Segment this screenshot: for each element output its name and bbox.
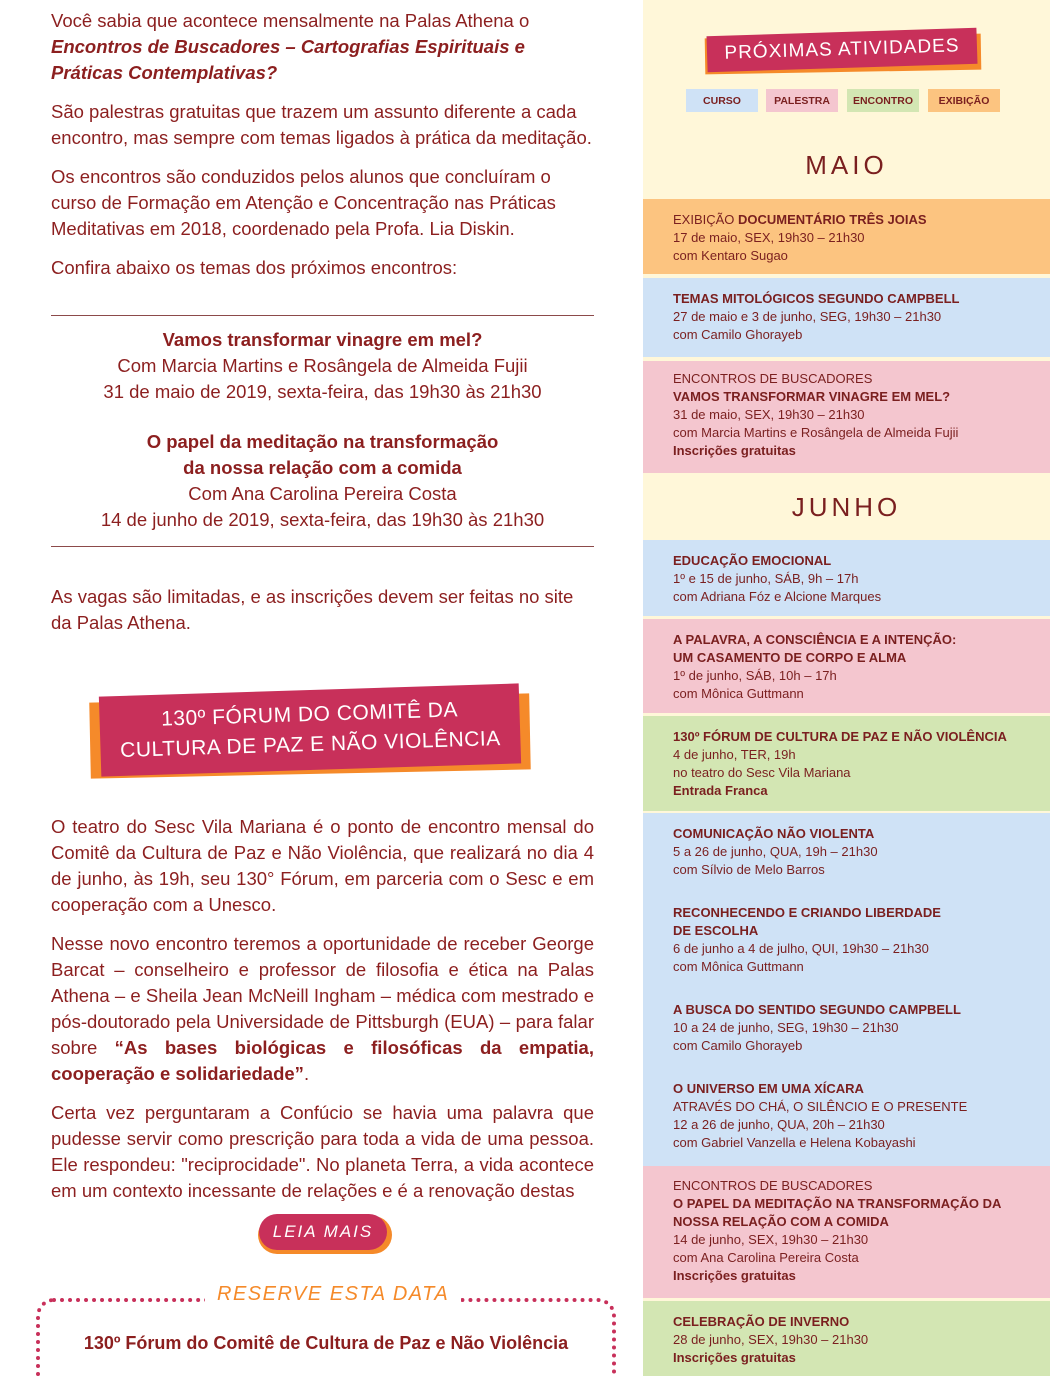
event-title: COMUNICAÇÃO NÃO VIOLENTA [673, 826, 875, 841]
legend-curso: CURSO [686, 89, 758, 112]
event-date: 6 de junho a 4 de julho, QUI, 19h30 – 21h30 [673, 941, 929, 956]
event-title: VAMOS TRANSFORMAR VINAGRE EM MEL? [673, 389, 951, 404]
event-date: 27 de maio e 3 de junho, SEG, 19h30 – 21h30 [673, 309, 942, 324]
reserve-date-title: RESERVE ESTA DATA [205, 1283, 461, 1306]
banner-line-2: CULTURA DE PAZ E NÃO VIOLÊNCIA [119, 727, 502, 762]
event-card[interactable] [643, 199, 1050, 274]
intro-paragraph-4: Confira abaixo os temas dos próximos encontros: [51, 257, 458, 278]
talk-title: Vamos transformar vinagre em mel? [162, 329, 483, 350]
event-card[interactable] [643, 1068, 1050, 1152]
legend-exibicao: EXIBIÇÃO [928, 89, 1000, 112]
forum-paragraph-3: Certa vez perguntaram a Confúcio se havia uma palavra que pudesse servir como prescrição para toda a vida de uma pessoa. Ele respondeu: "reciprocidade". No planeta Terra, a vida acontece em um contexto incessante de relações e é a renovação destas [51, 1102, 594, 1201]
event-card[interactable] [643, 716, 1050, 811]
event-date: 31 de maio, SEX, 19h30 – 21h30 [673, 407, 865, 422]
talk-title: O papel da meditação na transformação [146, 431, 499, 452]
event-title: EDUCAÇÃO EMOCIONAL [673, 553, 832, 568]
talk-people: Com Marcia Martins e Rosângela de Almeida Fujii [117, 355, 528, 376]
activities-sidebar [643, 0, 1050, 1376]
event-note: Inscrições gratuitas [673, 443, 796, 458]
event-card[interactable] [643, 989, 1050, 1055]
talk-item [51, 327, 594, 405]
forum-text: Nesse novo encontro teremos a oportunidade de receber George Barcat – conselheiro e professor de filosofia e ética na Palas Athena – e Sheila Jean McNeill Ingham – médica com mestrado e pós-doutorado pela Universidade de Pittsburgh (EUA) – para falar sobre [51, 933, 594, 1058]
event-host: com Mônica Guttmann [673, 686, 804, 701]
intro-text: Você sabia que acontece mensalmente na Palas Athena o [51, 10, 530, 31]
forum-banner [90, 690, 530, 780]
event-date: 4 de junho, TER, 19h [673, 747, 796, 762]
event-series-name: Encontros de Buscadores – Cartografias Espirituais e Práticas Contemplativas? [51, 36, 525, 83]
event-host: com Marcia Martins e Rosângela de Almeida Fujii [673, 425, 959, 440]
event-host: com Mônica Guttmann [673, 959, 804, 974]
month-heading-june: JUNHO [791, 492, 902, 522]
activities-title: PRÓXIMAS ATIVIDADES [707, 28, 978, 72]
event-date: 1º de junho, SÁB, 10h – 17h [673, 668, 837, 683]
event-title-line2: NOSSA RELAÇÃO COM A COMIDA [673, 1214, 889, 1229]
talk-item [51, 429, 594, 533]
event-host: com Camilo Ghorayeb [673, 1038, 803, 1053]
forum-paragraph-1: O teatro do Sesc Vila Mariana é o ponto de encontro mensal do Comitê da Cultura de Paz e Não Violência, que realizará no dia 4 de junho, às 19h, seu 130° Fórum, em parceria com o Sesc e em cooperação com a Unesco. [51, 816, 594, 915]
event-host: com Sílvio de Melo Barros [673, 862, 825, 877]
event-date: 14 de junho, SEX, 19h30 – 21h30 [673, 1232, 869, 1247]
event-title: DOCUMENTÁRIO TRÊS JOIAS [738, 212, 927, 227]
event-card[interactable] [643, 540, 1050, 616]
event-note: Entrada Franca [673, 783, 768, 798]
leia-mais-button[interactable] [258, 1216, 392, 1254]
event-date: 12 a 26 de junho, QUA, 20h – 21h30 [673, 1117, 885, 1132]
divider-top [51, 315, 594, 316]
event-card[interactable] [643, 361, 1050, 473]
forum-topic: “As bases biológicas e filosóficas da empatia, cooperação e solidariedade” [51, 1037, 594, 1084]
leia-mais-label: LEIA MAIS [259, 1214, 387, 1250]
vagas-paragraph: As vagas são limitadas, e as inscrições devem ser feitas no site da Palas Athena. [51, 586, 574, 633]
event-host: com Adriana Fóz e Alcione Marques [673, 589, 882, 604]
legend-palestra: PALESTRA [766, 89, 838, 112]
event-title-line2: UM CASAMENTO DE CORPO E ALMA [673, 650, 907, 665]
talks-list [51, 327, 594, 533]
event-card[interactable] [643, 1301, 1050, 1376]
event-title: A BUSCA DO SENTIDO SEGUNDO CAMPBELL [673, 1002, 961, 1017]
event-host: no teatro do Sesc Vila Mariana [673, 765, 851, 780]
event-note: Inscrições gratuitas [673, 1268, 796, 1283]
talk-people: Com Ana Carolina Pereira Costa [188, 483, 457, 504]
event-title-line2: DE ESCOLHA [673, 923, 759, 938]
banner-line-1: 130º FÓRUM DO COMITÊ DA [160, 698, 459, 731]
event-card[interactable] [643, 278, 1050, 357]
event-title: O UNIVERSO EM UMA XÍCARA [673, 1081, 864, 1096]
event-card[interactable] [643, 892, 1050, 976]
event-date: 1º e 15 de junho, SÁB, 9h – 17h [673, 571, 859, 586]
legend-encontro: ENCONTRO [847, 89, 919, 112]
event-card[interactable] [643, 619, 1050, 713]
event-host: com Ana Carolina Pereira Costa [673, 1250, 859, 1265]
event-date: 10 a 24 de junho, SEG, 19h30 – 21h30 [673, 1020, 899, 1035]
event-host: com Gabriel Vanzella e Helena Kobayashi [673, 1135, 916, 1150]
newsletter-main-column [51, 8, 594, 294]
banner-face [99, 683, 521, 776]
event-date: 28 de junho, SEX, 19h30 – 21h30 [673, 1332, 869, 1347]
forum-section [51, 814, 594, 1217]
talk-date: 14 de junho de 2019, sexta-feira, das 19h30 às 21h30 [100, 509, 545, 530]
intro-paragraph-2: São palestras gratuitas que trazem um assunto diferente a cada encontro, mas sempre com temas ligados à prática da meditação. [51, 101, 592, 148]
event-host: com Camilo Ghorayeb [673, 327, 803, 342]
event-title: RECONHECENDO E CRIANDO LIBERDADE [673, 905, 941, 920]
forum-text-end: . [303, 1063, 310, 1084]
event-title: TEMAS MITOLÓGICOS SEGUNDO CAMPBELL [673, 291, 960, 306]
talk-date: 31 de maio de 2019, sexta-feira, das 19h30 às 21h30 [103, 381, 542, 402]
event-card[interactable] [643, 1166, 1050, 1298]
intro-paragraph-3: Os encontros são conduzidos pelos alunos que concluíram o curso de Formação em Atenção e Concentração nas Práticas Meditativas em 2018, coordenado pela Profa. Lia Diskin. [51, 166, 556, 239]
event-host: com Kentaro Sugao [673, 248, 788, 263]
talk-title-line2: da nossa relação com a comida [183, 457, 462, 478]
intro-paragraph-1 [51, 8, 594, 86]
event-title: CELEBRAÇÃO DE INVERNO [673, 1314, 850, 1329]
event-kicker: ENCONTROS DE BUSCADORES [673, 1178, 873, 1193]
forum-paragraph-2 [51, 931, 594, 1087]
reserve-date-text: 130º Fórum do Comitê de Cultura de Paz e Não Violência [83, 1333, 569, 1353]
event-date: 17 de maio, SEX, 19h30 – 21h30 [673, 230, 865, 245]
event-date: 5 a 26 de junho, QUA, 19h – 21h30 [673, 844, 878, 859]
event-title: A PALAVRA, A CONSCIÊNCIA E A INTENÇÃO: [673, 632, 957, 647]
month-heading-may: MAIO [805, 150, 888, 180]
event-note: Inscrições gratuitas [673, 1350, 796, 1365]
event-kind: EXIBIÇÃO [673, 212, 739, 227]
divider-bottom [51, 546, 594, 547]
event-kicker: ENCONTROS DE BUSCADORES [673, 371, 873, 386]
activities-header [703, 30, 983, 76]
event-subtitle: ATRAVÉS DO CHÁ, O SILÊNCIO E O PRESENTE [673, 1099, 968, 1114]
event-title: 130º FÓRUM DE CULTURA DE PAZ E NÃO VIOLÊNCIA [673, 729, 1007, 744]
event-title: O PAPEL DA MEDITAÇÃO NA TRANSFORMAÇÃO DA [673, 1196, 1002, 1211]
